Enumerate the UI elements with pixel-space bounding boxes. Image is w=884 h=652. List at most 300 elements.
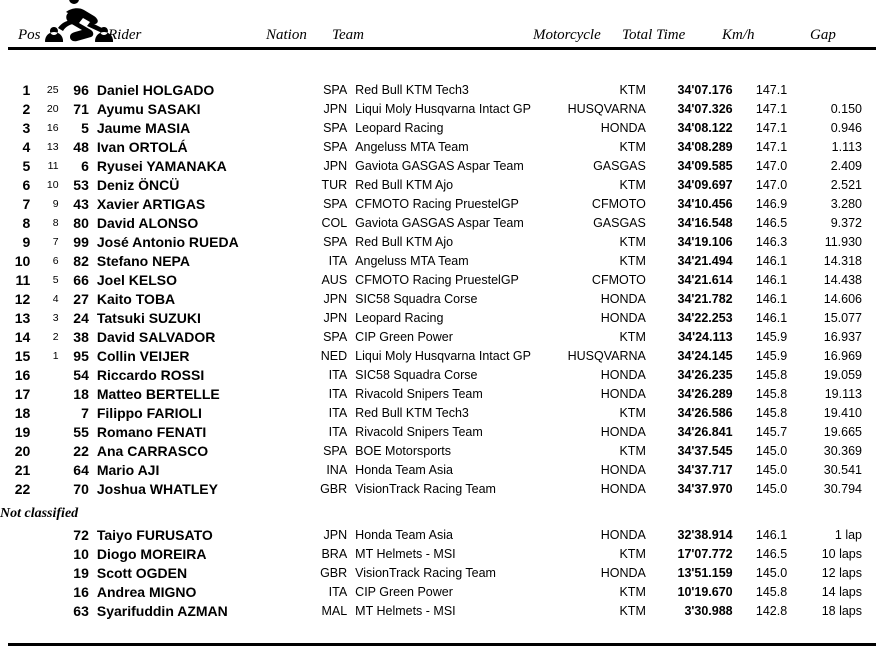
cell-nation: JPN [323, 527, 348, 542]
cell-motorcycle: HONDA [600, 120, 646, 135]
cell-points [36, 384, 62, 403]
cell-points: 11 [47, 159, 59, 172]
table-row[interactable] [0, 441, 884, 460]
cell-nation: BRA [321, 546, 348, 561]
table-row[interactable] [0, 156, 884, 175]
cell-nation: GBR [320, 565, 348, 580]
cell-position: 21 [14, 461, 31, 478]
table-row[interactable] [0, 479, 884, 498]
cell-motorcycle: HONDA [600, 462, 646, 477]
cell-position: 8 [22, 214, 31, 231]
cell-number: 99 [73, 233, 89, 250]
table-row[interactable] [0, 403, 884, 422]
cell-points: 16 [46, 121, 59, 134]
cell-total-time: 34'21.614 [677, 272, 733, 287]
cell-nation: GBR [320, 481, 348, 496]
cell-rider: Ana CARRASCO [96, 442, 209, 459]
cell-gap: 0.946 [830, 120, 862, 135]
cell-number: 82 [73, 252, 89, 269]
cell-nation: JPN [323, 158, 348, 173]
cell-kmh: 145.9 [755, 329, 788, 344]
cell-nation: SPA [323, 234, 348, 249]
cell-motorcycle: KTM [619, 546, 646, 561]
cell-kmh: 146.1 [755, 527, 788, 542]
cell-points: 2 [52, 330, 59, 343]
cell-total-time: 34'37.545 [677, 443, 733, 458]
cell-motorcycle: HONDA [600, 565, 646, 580]
cell-points [36, 460, 62, 479]
cell-team: Rivacold Snipers Team [355, 386, 483, 401]
cell-kmh: 145.0 [755, 565, 788, 580]
cell-kmh: 145.0 [755, 462, 788, 477]
cell-points [36, 544, 62, 563]
cell-team: Leopard Racing [355, 310, 444, 325]
cell-rider: Diogo MOREIRA [96, 545, 207, 562]
cell-nation: ITA [328, 253, 348, 268]
cell-nation: SPA [323, 139, 348, 154]
cell-rider: Joel KELSO [96, 271, 177, 288]
cell-number: 18 [73, 385, 89, 402]
cell-kmh: 146.9 [755, 196, 788, 211]
cell-position: 22 [14, 480, 31, 497]
cell-kmh: 146.3 [755, 234, 788, 249]
table-row[interactable] [0, 80, 884, 99]
cell-number: 24 [73, 309, 89, 326]
table-row[interactable] [0, 582, 884, 601]
cell-position: 4 [22, 138, 31, 155]
cell-gap: 30.369 [823, 443, 862, 458]
cell-nation: NED [320, 348, 348, 363]
cell-total-time: 34'26.289 [677, 386, 733, 401]
cell-rider: Tatsuki SUZUKI [96, 309, 201, 326]
column-header-team: Team [332, 27, 364, 43]
cell-position: 1 [22, 81, 31, 98]
cell-kmh: 145.0 [755, 443, 788, 458]
cell-gap: 14 laps [821, 584, 862, 599]
cell-motorcycle: HUSQVARNA [567, 348, 646, 363]
cell-kmh: 145.8 [755, 405, 788, 420]
cell-total-time: 34'08.122 [677, 120, 733, 135]
table-row[interactable] [0, 289, 884, 308]
cell-rider: Scott OGDEN [96, 564, 188, 581]
cell-motorcycle: KTM [619, 329, 646, 344]
table-row[interactable] [0, 365, 884, 384]
cell-points: 4 [52, 292, 59, 305]
cell-gap: 1.113 [831, 139, 862, 154]
cell-kmh: 145.8 [755, 386, 788, 401]
cell-total-time: 34'08.289 [677, 139, 733, 154]
cell-motorcycle: KTM [619, 405, 646, 420]
cell-points [36, 525, 62, 544]
footer-divider [8, 643, 876, 646]
cell-position: 18 [14, 404, 31, 421]
cell-gap: 12 laps [821, 565, 862, 580]
cell-number: 16 [73, 583, 89, 600]
cell-nation: ITA [328, 386, 348, 401]
cell-points: 10 [46, 178, 59, 191]
cell-number: 70 [73, 480, 89, 497]
cell-rider: Filippo FARIOLI [96, 404, 202, 421]
table-row[interactable] [0, 422, 884, 441]
table-row[interactable] [0, 563, 884, 582]
cell-points: 3 [52, 311, 59, 324]
cell-kmh: 142.8 [755, 603, 788, 618]
cell-team: VisionTrack Racing Team [355, 565, 496, 580]
cell-gap [801, 80, 884, 99]
cell-rider: Mario AJI [96, 461, 160, 478]
cell-gap: 2.521 [830, 177, 862, 192]
cell-position: 3 [22, 119, 31, 136]
cell-total-time: 34'07.176 [677, 82, 733, 97]
cell-nation: JPN [323, 291, 348, 306]
cell-rider: Deniz ÖNCÜ [96, 176, 180, 193]
cell-total-time: 10'19.670 [677, 584, 733, 599]
table-header [0, 0, 884, 50]
cell-rider: David SALVADOR [96, 328, 216, 345]
cell-gap: 10 laps [821, 546, 862, 561]
cell-number: 63 [73, 602, 89, 619]
cell-team: Angeluss MTA Team [355, 253, 469, 268]
column-header-nation: Nation [266, 27, 307, 43]
table-row[interactable] [0, 213, 884, 232]
cell-gap: 19.113 [824, 386, 862, 401]
cell-team: Red Bull KTM Ajo [355, 234, 454, 249]
cell-number: 55 [73, 423, 89, 440]
cell-points [36, 403, 62, 422]
cell-total-time: 34'10.456 [677, 196, 733, 211]
cell-motorcycle: HUSQVARNA [567, 101, 646, 116]
cell-rider: Romano FENATI [96, 423, 207, 440]
table-row[interactable] [0, 544, 884, 563]
cell-points: 8 [52, 216, 59, 229]
cell-nation: SPA [323, 196, 348, 211]
table-row[interactable] [0, 270, 884, 289]
column-header-gap: Gap [810, 27, 836, 43]
motorcycle-rider-logo [44, 0, 118, 42]
cell-gap: 0.150 [830, 101, 862, 116]
cell-nation: ITA [328, 367, 348, 382]
cell-points [36, 601, 62, 620]
cell-kmh: 145.0 [755, 481, 788, 496]
cell-motorcycle: KTM [619, 234, 646, 249]
cell-rider: Stefano NEPA [96, 252, 190, 269]
cell-motorcycle: KTM [619, 177, 646, 192]
cell-number: 72 [73, 526, 89, 543]
cell-position: 19 [14, 423, 31, 440]
cell-team: SIC58 Squadra Corse [355, 367, 478, 382]
cell-team: Honda Team Asia [355, 527, 453, 542]
cell-team: Red Bull KTM Tech3 [355, 405, 469, 420]
cell-nation: JPN [323, 310, 348, 325]
cell-total-time: 34'26.586 [677, 405, 733, 420]
cell-number: 38 [73, 328, 89, 345]
cell-motorcycle: KTM [619, 253, 646, 268]
cell-team: Gaviota GASGAS Aspar Team [355, 215, 524, 230]
cell-gap: 16.937 [823, 329, 862, 344]
cell-rider: Matteo BERTELLE [96, 385, 220, 402]
table-row[interactable] [0, 327, 884, 346]
cell-number: 54 [73, 366, 89, 383]
cell-total-time: 34'16.548 [677, 215, 733, 230]
table-row[interactable] [0, 194, 884, 213]
cell-rider: Ayumu SASAKI [96, 100, 201, 117]
cell-rider: Collin VEIJER [96, 347, 190, 364]
cell-team: Gaviota GASGAS Aspar Team [355, 158, 524, 173]
cell-points: 5 [52, 273, 59, 286]
cell-kmh: 147.1 [755, 82, 788, 97]
cell-kmh: 146.1 [755, 253, 788, 268]
cell-number: 53 [73, 176, 89, 193]
cell-number: 19 [73, 564, 89, 581]
cell-gap: 30.794 [823, 481, 862, 496]
cell-position: 11 [15, 271, 31, 288]
cell-gap: 18 laps [821, 603, 862, 618]
cell-points: 9 [52, 197, 59, 210]
cell-kmh: 147.0 [755, 158, 788, 173]
cell-total-time: 34'09.697 [677, 177, 733, 192]
cell-team: SIC58 Squadra Corse [355, 291, 478, 306]
cell-position [0, 563, 36, 582]
cell-points: 7 [52, 235, 59, 248]
cell-gap: 14.438 [823, 272, 862, 287]
cell-number: 27 [73, 290, 89, 307]
cell-motorcycle: HONDA [600, 386, 646, 401]
table-row[interactable] [0, 232, 884, 251]
cell-position: 5 [22, 157, 31, 174]
table-row[interactable] [0, 384, 884, 403]
cell-motorcycle: KTM [619, 139, 646, 154]
cell-points [36, 365, 62, 384]
cell-gap: 19.665 [823, 424, 862, 439]
cell-motorcycle: GASGAS [593, 215, 646, 230]
cell-kmh: 145.8 [755, 367, 788, 382]
cell-total-time: 34'09.585 [677, 158, 733, 173]
cell-position: 9 [22, 233, 31, 250]
cell-position: 16 [14, 366, 31, 383]
results-table [0, 50, 884, 620]
cell-kmh: 146.5 [755, 546, 788, 561]
cell-motorcycle: HONDA [600, 291, 646, 306]
cell-position: 6 [22, 176, 31, 193]
cell-team: CIP Green Power [355, 329, 453, 344]
cell-rider: José Antonio RUEDA [96, 233, 239, 250]
cell-position: 12 [14, 290, 31, 307]
cell-total-time: 17'07.772 [677, 546, 733, 561]
cell-number: 10 [73, 545, 89, 562]
cell-position: 15 [14, 347, 31, 364]
cell-motorcycle: CFMOTO [591, 272, 646, 287]
cell-number: 6 [81, 157, 89, 174]
cell-points: 1 [52, 349, 59, 362]
cell-gap: 16.969 [823, 348, 862, 363]
cell-rider: Kaito TOBA [96, 290, 176, 307]
cell-team: Rivacold Snipers Team [355, 424, 483, 439]
cell-rider: Ryusei YAMANAKA [96, 157, 227, 174]
cell-number: 71 [73, 100, 89, 117]
cell-team: CFMOTO Racing PruestelGP [355, 196, 519, 211]
table-spacer [0, 50, 884, 80]
cell-position [0, 525, 36, 544]
cell-total-time: 34'21.494 [677, 253, 733, 268]
cell-points [36, 422, 62, 441]
cell-total-time: 34'21.782 [677, 291, 733, 306]
cell-gap: 15.077 [823, 310, 862, 325]
cell-nation: SPA [323, 82, 348, 97]
cell-gap: 14.318 [823, 253, 862, 268]
table-row[interactable] [0, 601, 884, 620]
cell-motorcycle: HONDA [600, 527, 646, 542]
cell-team: CFMOTO Racing PruestelGP [355, 272, 519, 287]
cell-number: 5 [81, 119, 89, 136]
cell-total-time: 34'19.106 [677, 234, 733, 249]
cell-position: 2 [22, 100, 31, 117]
cell-team: VisionTrack Racing Team [355, 481, 496, 496]
cell-rider: Syarifuddin AZMAN [96, 602, 228, 619]
cell-total-time: 3'30.988 [684, 603, 733, 618]
cell-gap: 30.541 [823, 462, 862, 477]
cell-gap: 19.059 [823, 367, 862, 382]
cell-team: Honda Team Asia [355, 462, 453, 477]
cell-rider: Riccardo ROSSI [96, 366, 205, 383]
cell-team: Leopard Racing [355, 120, 444, 135]
column-header-total-time: Total Time [622, 27, 686, 43]
cell-nation: COL [321, 215, 348, 230]
cell-points [36, 563, 62, 582]
table-row[interactable] [0, 175, 884, 194]
cell-rider: David ALONSO [96, 214, 199, 231]
cell-gap: 2.409 [830, 158, 862, 173]
cell-nation: INA [326, 462, 348, 477]
cell-nation: JPN [323, 101, 348, 116]
cell-nation: SPA [323, 329, 348, 344]
cell-rider: Xavier ARTIGAS [96, 195, 206, 212]
cell-points: 20 [46, 102, 59, 115]
table-row[interactable] [0, 308, 884, 327]
cell-points [36, 479, 62, 498]
cell-points [36, 582, 62, 601]
table-row[interactable] [0, 99, 884, 118]
cell-points: 25 [46, 83, 59, 96]
cell-kmh: 145.7 [755, 424, 788, 439]
cell-position: 20 [14, 442, 31, 459]
cell-total-time: 34'24.113 [678, 329, 733, 344]
table-row[interactable] [0, 137, 884, 156]
cell-rider: Taiyo FURUSATO [96, 526, 213, 543]
cell-number: 48 [73, 138, 89, 155]
cell-motorcycle: HONDA [600, 481, 646, 496]
cell-motorcycle: GASGAS [593, 158, 646, 173]
cell-gap: 11.930 [824, 234, 862, 249]
not-classified-heading: Not classified [0, 505, 79, 521]
cell-kmh: 146.1 [755, 310, 788, 325]
cell-rider: Andrea MIGNO [96, 583, 197, 600]
table-row[interactable] [0, 118, 884, 137]
cell-points: 6 [52, 254, 59, 267]
cell-total-time: 34'07.326 [677, 101, 733, 116]
cell-kmh: 147.1 [755, 120, 788, 135]
cell-total-time: 34'37.717 [677, 462, 733, 477]
cell-total-time: 34'26.841 [677, 424, 733, 439]
cell-rider: Jaume MASIA [96, 119, 191, 136]
cell-number: 80 [73, 214, 89, 231]
cell-kmh: 147.0 [755, 177, 788, 192]
cell-nation: SPA [323, 443, 348, 458]
cell-position [0, 544, 36, 563]
cell-team: Angeluss MTA Team [355, 139, 469, 154]
table-row[interactable] [0, 525, 884, 544]
cell-position: 17 [14, 385, 31, 402]
cell-team: MT Helmets - MSI [355, 546, 456, 561]
cell-gap: 9.372 [830, 215, 862, 230]
cell-nation: MAL [321, 603, 348, 618]
cell-total-time: 34'24.145 [677, 348, 733, 363]
cell-number: 22 [73, 442, 89, 459]
cell-gap: 3.280 [830, 196, 862, 211]
cell-position: 7 [22, 195, 31, 212]
cell-motorcycle: CFMOTO [591, 196, 646, 211]
cell-motorcycle: KTM [619, 584, 646, 599]
cell-gap: 14.606 [823, 291, 862, 306]
cell-team: MT Helmets - MSI [355, 603, 456, 618]
cell-total-time: 32'38.914 [677, 527, 733, 542]
cell-gap: 19.410 [823, 405, 862, 420]
cell-position [0, 582, 36, 601]
cell-nation: TUR [321, 177, 348, 192]
cell-number: 7 [81, 404, 89, 421]
column-header-kmh: Km/h [722, 27, 755, 43]
cell-team: Red Bull KTM Tech3 [355, 82, 469, 97]
cell-total-time: 13'51.159 [677, 565, 733, 580]
not-classified-heading-row [0, 498, 884, 525]
cell-gap: 1 lap [834, 527, 862, 542]
cell-position: 14 [14, 328, 31, 345]
cell-motorcycle: KTM [619, 443, 646, 458]
table-row[interactable] [0, 346, 884, 365]
cell-motorcycle: HONDA [600, 424, 646, 439]
cell-number: 43 [73, 195, 89, 212]
cell-nation: AUS [321, 272, 348, 287]
cell-team: Liqui Moly Husqvarna Intact GP [355, 101, 531, 116]
cell-kmh: 146.1 [755, 272, 788, 287]
column-header-rider: Rider [108, 27, 142, 43]
cell-position [0, 601, 36, 620]
header-divider [8, 47, 876, 50]
cell-nation: SPA [323, 120, 348, 135]
cell-motorcycle: HONDA [600, 367, 646, 382]
cell-nation: ITA [328, 584, 348, 599]
cell-motorcycle: KTM [619, 82, 646, 97]
column-header-motorcycle: Motorcycle [533, 27, 601, 43]
cell-number: 66 [73, 271, 89, 288]
cell-rider: Daniel HOLGADO [96, 81, 215, 98]
cell-motorcycle: HONDA [600, 310, 646, 325]
cell-rider: Joshua WHATLEY [96, 480, 218, 497]
cell-position: 10 [14, 252, 31, 269]
cell-total-time: 34'37.970 [677, 481, 733, 496]
cell-kmh: 146.5 [755, 215, 788, 230]
cell-total-time: 34'22.253 [677, 310, 733, 325]
cell-kmh: 145.9 [755, 348, 788, 363]
cell-nation: ITA [328, 405, 348, 420]
cell-kmh: 146.1 [755, 291, 788, 306]
table-row[interactable] [0, 460, 884, 479]
table-row[interactable] [0, 251, 884, 270]
cell-points [36, 441, 62, 460]
cell-rider: Ivan ORTOLÁ [96, 138, 188, 155]
cell-team: Liqui Moly Husqvarna Intact GP [355, 348, 531, 363]
cell-position: 13 [14, 309, 31, 326]
cell-motorcycle: KTM [619, 603, 646, 618]
